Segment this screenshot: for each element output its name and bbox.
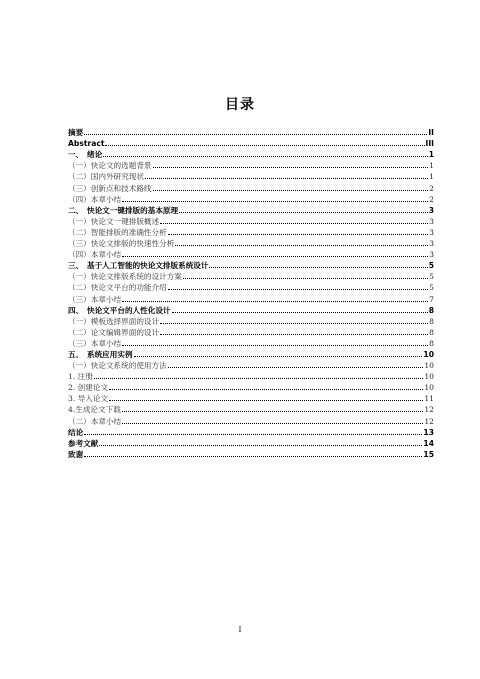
- toc-entry-page: 5: [428, 261, 434, 271]
- toc-entry[interactable]: [68, 181, 434, 192]
- toc-entry-label: （三）快论文排版的快速性分析: [68, 239, 175, 249]
- toc-entry-label: 3. 导入论文: [68, 394, 109, 404]
- toc-entry[interactable]: [68, 159, 434, 170]
- toc-entry-label: 五、 系统应用实例: [68, 349, 133, 359]
- toc-entry-page: II: [428, 128, 434, 138]
- toc-entry-label: （二）快论文平台的功能介绍: [68, 283, 167, 293]
- toc-entry[interactable]: [68, 337, 434, 348]
- toc-entry[interactable]: [68, 237, 434, 248]
- toc-entry-label: （四）本章小结: [68, 194, 122, 204]
- toc-entry[interactable]: [68, 193, 434, 204]
- dot-leader: [179, 212, 428, 213]
- toc-entry-page: 13: [423, 427, 434, 437]
- dot-leader: [134, 356, 423, 357]
- toc-entry-page: 5: [429, 283, 434, 293]
- toc-entry-page: 8: [428, 305, 434, 315]
- toc-entry-page: 10: [423, 349, 434, 359]
- toc-entry[interactable]: [68, 126, 434, 137]
- toc-entry-page: 8: [429, 327, 434, 337]
- toc-entry[interactable]: [68, 259, 434, 270]
- table-of-contents: [68, 126, 434, 459]
- toc-entry-page: 2: [429, 183, 434, 193]
- toc-entry[interactable]: [68, 403, 434, 414]
- dot-leader: [160, 334, 428, 335]
- toc-entry[interactable]: [68, 270, 434, 281]
- dot-leader: [168, 367, 424, 368]
- toc-entry-label: 4.生成论文下载: [68, 405, 121, 415]
- toc-entry[interactable]: [68, 204, 434, 215]
- dot-leader: [109, 389, 423, 390]
- toc-entry[interactable]: [68, 437, 434, 448]
- toc-entry[interactable]: [68, 370, 434, 381]
- toc-entry[interactable]: [68, 426, 434, 437]
- toc-entry-label: （二）国内外研究现状: [68, 172, 144, 182]
- dot-leader: [122, 201, 428, 202]
- dot-leader: [175, 245, 428, 246]
- dot-leader: [168, 289, 428, 290]
- toc-entry[interactable]: [68, 359, 434, 370]
- toc-entry-page: 10: [424, 361, 434, 371]
- toc-entry-label: （一）模板选择界面的设计: [68, 316, 160, 326]
- toc-entry-label: （一）快论文的选题背景: [68, 161, 152, 171]
- toc-entry[interactable]: [68, 148, 434, 159]
- toc-entry-label: 1. 注册: [68, 372, 93, 382]
- toc-entry-page: 10: [424, 383, 434, 393]
- toc-entry-page: 2: [429, 194, 434, 204]
- toc-entry-label: （二）本章小结: [68, 416, 122, 426]
- toc-entry[interactable]: [68, 414, 434, 425]
- dot-leader: [145, 178, 428, 179]
- toc-entry-label: （三）创新点和技术路线: [68, 183, 152, 193]
- toc-entry[interactable]: [68, 292, 434, 303]
- dot-leader: [172, 312, 428, 313]
- toc-entry-label: （三）本章小结: [68, 294, 122, 304]
- toc-entry-page: 3: [428, 205, 434, 215]
- toc-entry-label: 三、 基于人工智能的快论文排版系统设计: [68, 261, 209, 271]
- toc-entry[interactable]: [68, 137, 434, 148]
- dot-leader: [160, 323, 428, 324]
- toc-entry-label: （一）快论文系统的使用方法: [68, 361, 167, 371]
- toc-entry-page: 3: [429, 250, 434, 260]
- toc-entry-page: 1: [429, 172, 434, 182]
- toc-entry-page: 10: [424, 372, 434, 382]
- toc-entry-label: （四）本章小结: [68, 250, 122, 260]
- dot-leader: [122, 411, 424, 412]
- toc-entry-page: 11: [424, 394, 434, 404]
- dot-leader: [122, 345, 428, 346]
- toc-entry-page: 3: [429, 239, 434, 249]
- dot-leader: [105, 145, 424, 146]
- dot-leader: [209, 267, 427, 268]
- dot-leader: [153, 167, 429, 168]
- toc-entry[interactable]: [68, 281, 434, 292]
- toc-entry[interactable]: [68, 315, 434, 326]
- toc-entry-page: 5: [429, 272, 434, 282]
- dot-leader: [122, 256, 428, 257]
- toc-entry[interactable]: [68, 215, 434, 226]
- toc-entry-label: 参考文献: [68, 438, 99, 448]
- toc-entry-label: （一）快论文排版系统的设计方案: [68, 272, 182, 282]
- toc-entry-page: 3: [429, 216, 434, 226]
- toc-entry[interactable]: [68, 226, 434, 237]
- toc-entry[interactable]: [68, 304, 434, 315]
- toc-entry-label: 致谢: [68, 449, 84, 459]
- toc-entry-label: Abstract: [68, 139, 105, 149]
- dot-leader: [94, 378, 423, 379]
- toc-entry-page: 15: [423, 449, 434, 459]
- dot-leader: [183, 278, 428, 279]
- dot-leader: [122, 423, 423, 424]
- toc-entry-label: （三）本章小结: [68, 338, 122, 348]
- dot-leader: [153, 190, 429, 191]
- toc-entry-page: 7: [429, 294, 434, 304]
- toc-entry[interactable]: [68, 326, 434, 337]
- page-number: I: [238, 625, 242, 634]
- toc-entry[interactable]: [68, 448, 434, 459]
- toc-entry-label: 摘要: [68, 128, 84, 138]
- toc-entry-label: 二、 快论文一键排版的基本原理: [68, 205, 179, 215]
- dot-leader: [168, 234, 428, 235]
- dot-leader: [103, 156, 428, 157]
- toc-entry-page: 12: [424, 405, 434, 415]
- dot-leader: [84, 456, 422, 457]
- dot-leader: [122, 301, 428, 302]
- toc-entry[interactable]: [68, 348, 434, 359]
- toc-entry-page: 1: [428, 150, 434, 160]
- toc-entry[interactable]: [68, 381, 434, 392]
- dot-leader: [109, 400, 423, 401]
- toc-entry-label: 四、 快论文平台的人性化设计: [68, 305, 171, 315]
- toc-entry-label: （二）智能排版的准确性分析: [68, 227, 167, 237]
- dot-leader: [84, 134, 427, 135]
- toc-entry-label: （二）论文编辑界面的设计: [68, 327, 160, 337]
- toc-entry-page: 14: [423, 438, 434, 448]
- dot-leader: [160, 223, 428, 224]
- toc-entry-page: 3: [429, 227, 434, 237]
- dot-leader: [84, 434, 422, 435]
- toc-entry-page: 8: [429, 338, 434, 348]
- toc-entry-label: 一、 绪论: [68, 150, 103, 160]
- toc-entry-label: 2. 创建论文: [68, 383, 109, 393]
- page-title: 目录: [225, 97, 255, 113]
- toc-entry[interactable]: [68, 392, 434, 403]
- toc-entry-label: （一）快论文一键排版概述: [68, 216, 160, 226]
- toc-entry-page: 1: [429, 161, 434, 171]
- toc-entry-label: 结论: [68, 427, 84, 437]
- toc-entry-page: 12: [424, 416, 434, 426]
- toc-entry[interactable]: [68, 248, 434, 259]
- dot-leader: [99, 445, 422, 446]
- toc-entry-page: 8: [429, 316, 434, 326]
- toc-entry-page: III: [425, 139, 434, 149]
- toc-entry[interactable]: [68, 170, 434, 181]
